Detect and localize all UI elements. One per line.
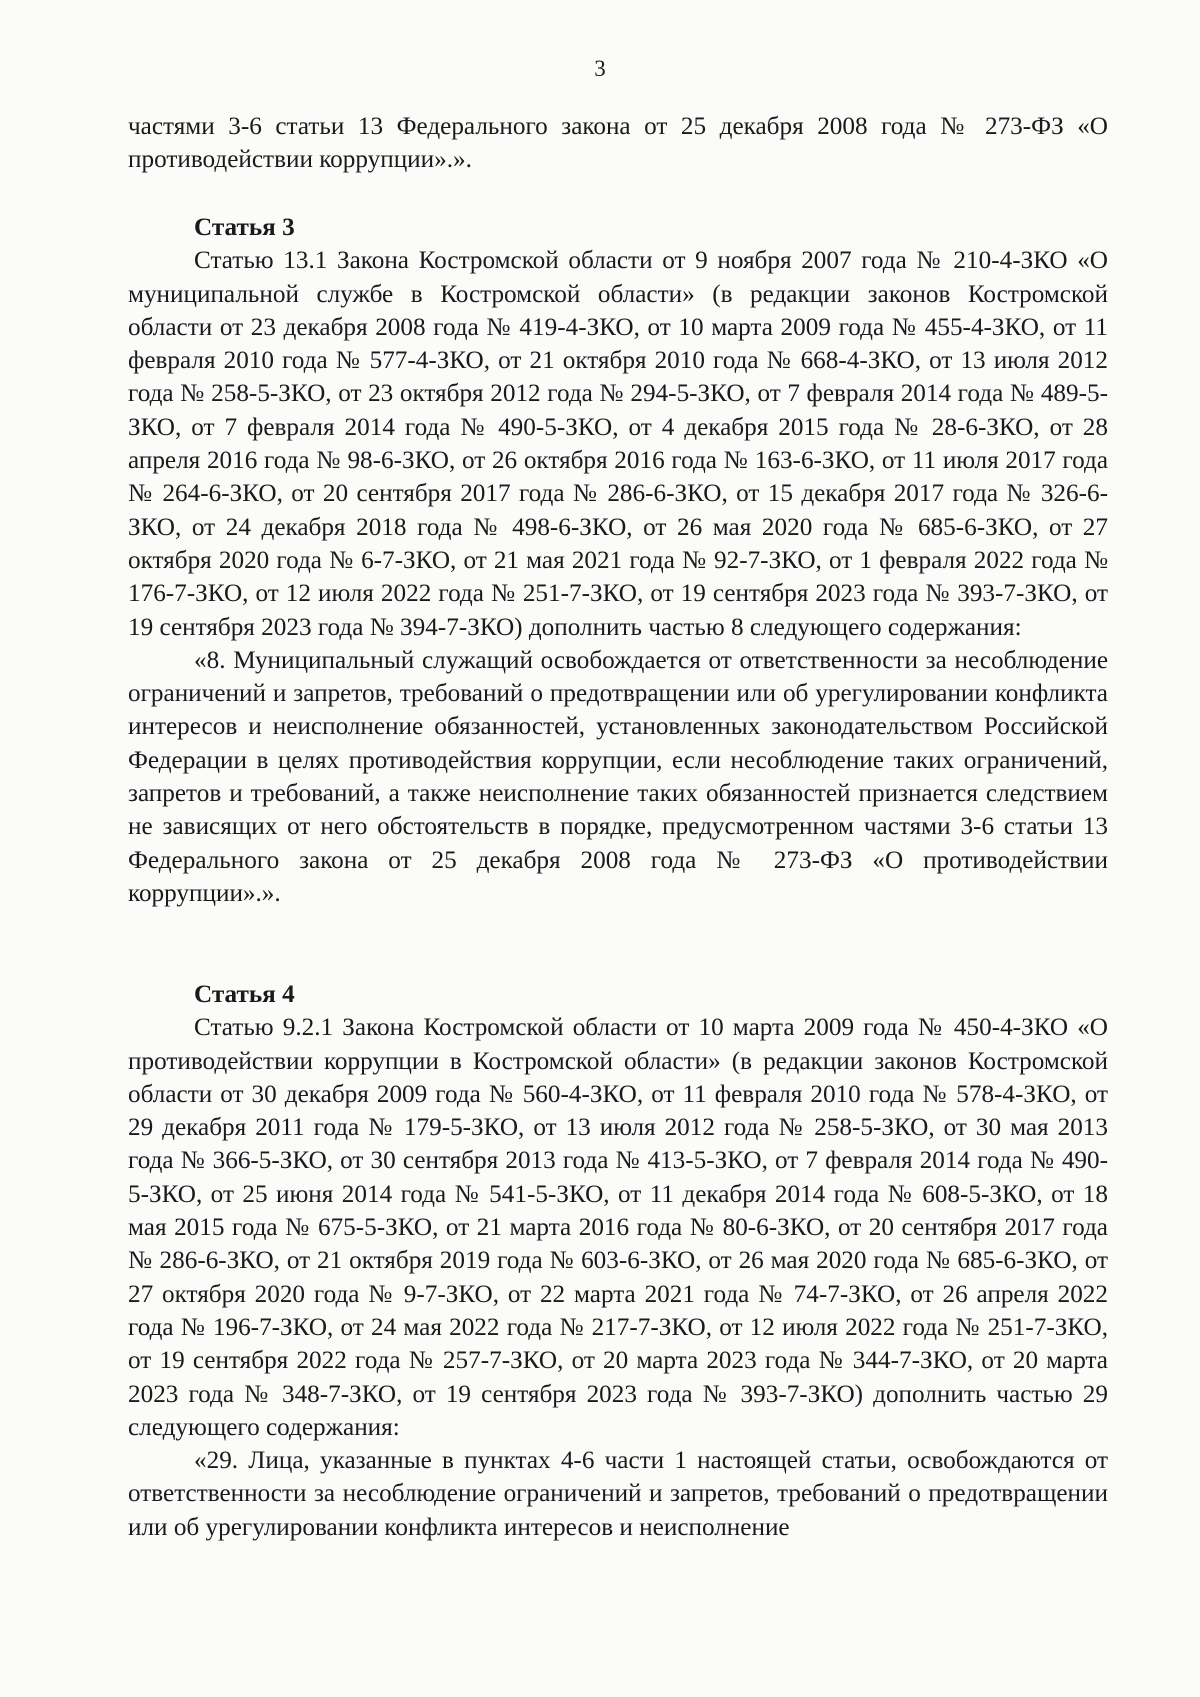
article-3-intro-paragraph: Статью 13.1 Закона Костромской области от 9 ноября 2007 года № 210-4-ЗКО «О муниципальной службе в Костромской области» (в редакции законов Костромской области от 23 декабря 2008 года № 419-4-ЗКО, от 10 марта 2009 года № 455-4-ЗКО, от 11 февраля 2010 года № 577-4-ЗКО, от 21 октября 2010 года № 668-4-ЗКО, от 13 июля 2012 года № 258-5-ЗКО, от 23 октября 2012 года № 294-5-ЗКО, от 7 февраля 2014 года № 489-5-ЗКО, от 7 февраля 2014 года № 490-5-ЗКО, от 4 декабря 2015 года № 28-6-ЗКО, от 28 апреля 2016 года № 98-6-ЗКО, от 26 октября 2016 года № 163-6-ЗКО, от 11 июля 2017 года № 264-6-ЗКО, от 20 сентября 2017 года № 286-6-ЗКО, от 15 декабря 2017 года № 326-6-ЗКО, от 24 декабря 2018 года № 498-6-ЗКО, от 26 мая 2020 года № 685-6-ЗКО, от 27 октября 2020 года № 6-7-ЗКО, от 21 мая 2021 года № 92-7-ЗКО, от 1 февраля 2022 года № 176-7-ЗКО, от 12 июля 2022 года № 251-7-ЗКО, от 19 сентября 2023 года № 393-7-ЗКО, от 19 сентября 2023 года № 394-7-ЗКО) дополнить частью 8 следующего содержания: xyxy=(128,247,1108,641)
article-3-section xyxy=(128,211,1108,910)
continuation-block xyxy=(128,110,1108,177)
article-4-section xyxy=(128,978,1108,1544)
continuation-paragraph: частями 3-6 статьи 13 Федерального закона от 25 декабря 2008 года № 273-ФЗ «О противодействии коррупции».». xyxy=(128,113,1108,174)
article-4-heading: Статья 4 xyxy=(194,981,295,1008)
article-3-part-8-paragraph: «8. Муниципальный служащий освобождается от ответственности за несоблюдение ограничений и запретов, требований о предотвращении или об урегулировании конфликта интересов и неисполнение обязанностей, установленных законодательством Российской Федерации в целях противодействия коррупции, если несоблюдение таких ограничений, запретов и требований, а также неисполнение таких обязанностей признается следствием не зависящих от него обстоятельств в порядке, предусмотренном частями 3-6 статьи 13 Федерального закона от 25 декабря 2008 года № 273-ФЗ «О противодействии коррупции».». xyxy=(128,646,1108,907)
page-number: 3 xyxy=(594,56,606,81)
article-3-heading: Статья 3 xyxy=(194,214,295,241)
article-4-intro-paragraph: Статью 9.2.1 Закона Костромской области от 10 марта 2009 года № 450-4-ЗКО «О противодействии коррупции в Костромской области» (в редакции законов Костромской области от 30 декабря 2009 года № 560-4-ЗКО, от 11 февраля 2010 года № 578-4-ЗКО, от 29 декабря 2011 года № 179-5-ЗКО, от 13 июля 2012 года № 258-5-ЗКО, от 30 мая 2013 года № 366-5-ЗКО, от 30 сентября 2013 года № 413-5-ЗКО, от 7 февраля 2014 года № 490-5-ЗКО, от 25 июня 2014 года № 541-5-ЗКО, от 11 декабря 2014 года № 608-5-ЗКО, от 18 мая 2015 года № 675-5-ЗКО, от 21 марта 2016 года № 80-6-ЗКО, от 20 сентября 2017 года № 286-6-ЗКО, от 21 октября 2019 года № 603-6-ЗКО, от 26 мая 2020 года № 685-6-ЗКО, от 27 октября 2020 года № 9-7-ЗКО, от 22 марта 2021 года № 74-7-ЗКО, от 26 апреля 2022 года № 196-7-ЗКО, от 24 мая 2022 года № 217-7-ЗКО, от 12 июля 2022 года № 251-7-ЗКО, от 19 сентября 2022 года № 257-7-ЗКО, от 20 марта 2023 года № 344-7-ЗКО, от 20 марта 2023 года № 348-7-ЗКО, от 19 сентября 2023 года № 393-7-ЗКО) дополнить частью 29 следующего содержания: xyxy=(128,1014,1108,1441)
article-4-part-29-paragraph: «29. Лица, указанные в пунктах 4-6 части 1 настоящей статьи, освобождаются от ответственности за несоблюдение ограничений и запретов, требований о предотвращении или об урегулировании конфликта интересов и неисполнение xyxy=(128,1447,1108,1541)
